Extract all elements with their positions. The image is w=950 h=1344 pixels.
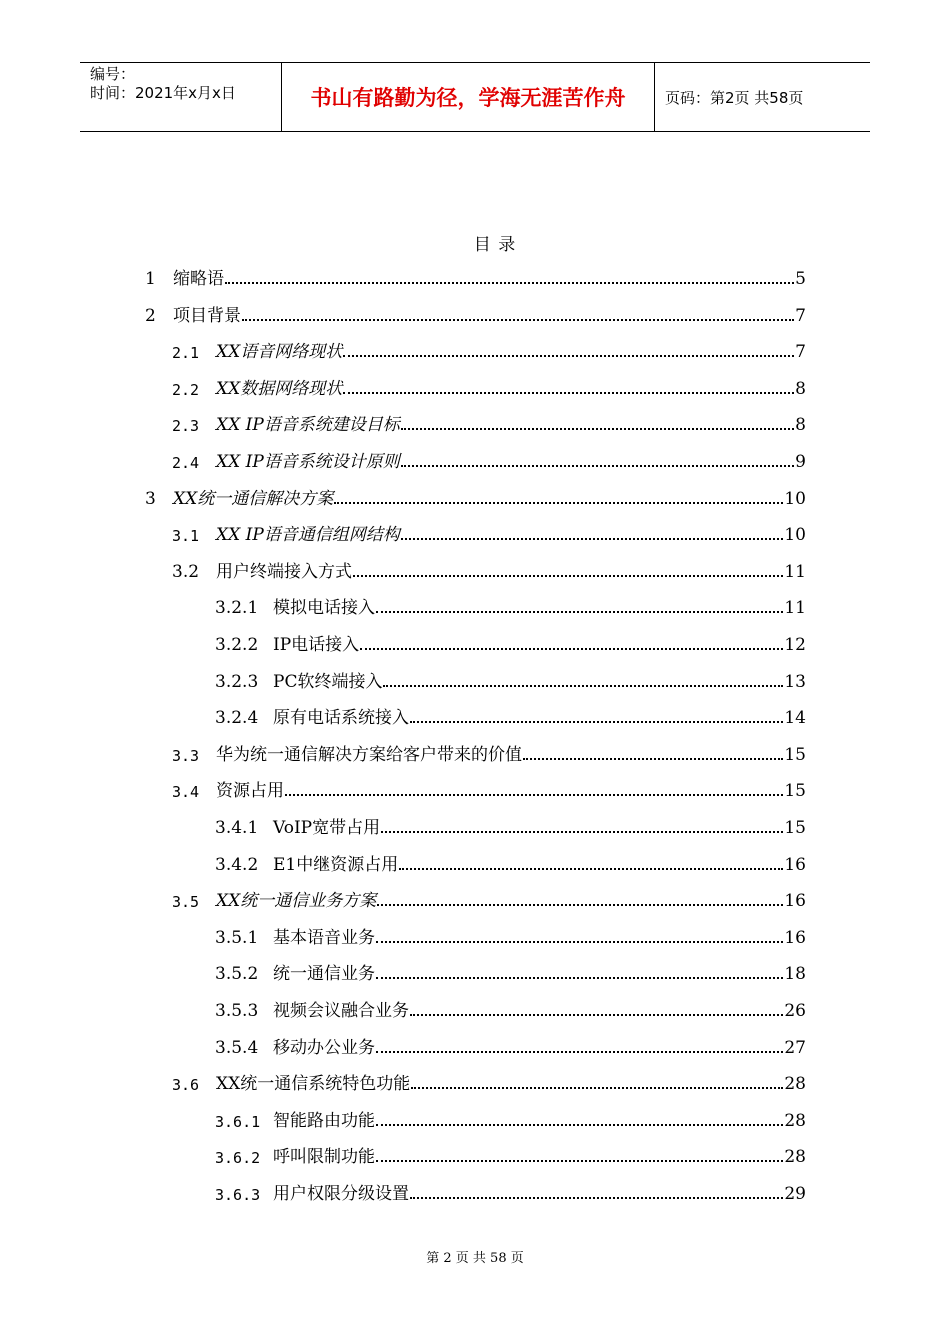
toc-entry-title: 视频会议融合业务 — [273, 1001, 409, 1021]
toc-entry[interactable] — [215, 997, 806, 1021]
toc-entry-title: 移动办公业务 — [273, 1037, 375, 1058]
toc-entry-page: 18 — [784, 964, 806, 985]
time-label: 时间：2021年x月x日 — [90, 84, 236, 102]
toc-entry-number: 2.1 — [172, 344, 200, 363]
toc-entry-number: 3.1 — [172, 527, 200, 546]
toc-entry-number: 3.3 — [172, 746, 200, 765]
toc-entry-page: 10 — [784, 488, 806, 509]
toc-entry[interactable] — [215, 924, 806, 948]
toc-dot-leader — [376, 1124, 783, 1126]
toc-entry-title: 统一通信业务 — [273, 964, 375, 985]
toc-entry-page: 8 — [795, 378, 806, 399]
toc-entry-title: XX IP语音系统设计原则 — [216, 452, 400, 472]
toc-entry-title: 基本语音业务 — [273, 927, 375, 948]
toc-entry-title: 资源占用 — [216, 781, 284, 802]
toc-entry-page: 13 — [784, 671, 806, 692]
toc-entry-number: 3.2.4 — [215, 708, 259, 729]
toc-dot-leader — [225, 282, 794, 284]
toc-dot-leader — [401, 465, 794, 467]
toc-entry[interactable] — [215, 1107, 806, 1131]
toc-entry-number: 3.6.3 — [215, 1186, 261, 1204]
toc-entry[interactable] — [215, 704, 806, 728]
toc-entry-number: 3.6 — [172, 1076, 200, 1095]
toc-entry-number: 3.5.2 — [215, 964, 259, 985]
toc-dot-leader — [285, 794, 783, 796]
toc-entry-number: 2.4 — [172, 454, 200, 472]
toc-entry[interactable] — [215, 594, 806, 618]
toc-dot-leader — [381, 831, 783, 833]
toc-entry-number: 3.4.2 — [215, 854, 259, 875]
toc-dot-leader — [523, 758, 783, 760]
toc-dot-leader — [401, 428, 794, 430]
toc-entry-page: 9 — [795, 452, 806, 472]
toc-entry[interactable] — [215, 668, 806, 692]
toc-entry-title: 呼叫限制功能 — [273, 1147, 375, 1168]
toc-entry-title: 华为统一通信解决方案给客户带来的价值 — [216, 744, 522, 765]
toc-entry-title: 原有电话系统接入 — [273, 708, 409, 729]
toc-entry-title: E1中继资源占用 — [273, 854, 399, 875]
header-motto: 书山有路勤为径，学海无涯苦作舟 — [282, 63, 655, 131]
toc-entry-title: 项目背景 — [173, 305, 241, 326]
toc-entry-number: 3.4.1 — [215, 818, 259, 838]
toc-dot-leader — [343, 355, 794, 357]
toc-entry-number: 3 — [145, 488, 156, 509]
toc-entry-title: IP电话接入 — [273, 635, 360, 655]
code-label: 编号： — [90, 65, 136, 83]
toc-title: 目 录 — [473, 235, 517, 255]
toc-entry-number: 3.5 — [172, 893, 200, 912]
toc-entry-title: XX IP语音通信组网结构 — [216, 525, 400, 546]
toc-entry-number: 3.5.3 — [215, 1001, 259, 1021]
toc-entry-page: 27 — [784, 1037, 806, 1058]
toc-entry-number: 2.2 — [172, 380, 200, 399]
toc-entry-number: 2.3 — [172, 417, 200, 436]
toc-entry-page: 16 — [784, 854, 806, 875]
toc-entry[interactable] — [145, 485, 806, 509]
toc-dot-leader — [411, 1087, 783, 1089]
toc-entry-page: 15 — [784, 744, 806, 765]
toc-entry-page: 15 — [784, 818, 806, 838]
toc-entry-page: 11 — [784, 598, 806, 619]
toc-entry-page: 14 — [784, 708, 806, 729]
toc-entry[interactable] — [215, 631, 806, 655]
toc-entry[interactable] — [215, 960, 806, 984]
toc-entry[interactable] — [172, 887, 806, 911]
toc-entry[interactable] — [172, 448, 806, 472]
header-page-info: 页码：第2页 共58页 — [665, 88, 804, 107]
toc-entry[interactable] — [172, 338, 806, 362]
toc-entry-number: 1 — [145, 269, 156, 289]
toc-entry-title: 缩略语 — [173, 269, 224, 289]
toc-entry-page: 7 — [795, 305, 806, 326]
toc-entry-number: 3.2 — [172, 561, 200, 582]
page-header — [80, 62, 870, 132]
toc-entry-title: XX统一通信解决方案 — [173, 488, 334, 509]
toc-entry-page: 8 — [795, 415, 806, 436]
toc-entry[interactable] — [145, 302, 806, 326]
toc-entry-number: 3.4 — [172, 783, 200, 802]
toc-dot-leader — [399, 868, 783, 870]
toc-dot-leader — [410, 1197, 783, 1199]
toc-entry-title: XX数据网络现状 — [216, 378, 343, 399]
toc-entry-number: 3.6.2 — [215, 1149, 261, 1168]
toc-entry[interactable] — [215, 1180, 806, 1204]
toc-entry[interactable] — [172, 411, 806, 435]
toc-dot-leader — [410, 721, 783, 723]
toc-entry-page: 12 — [784, 635, 806, 655]
toc-entry-title: VoIP宽带占用 — [273, 818, 381, 838]
toc-entry[interactable] — [172, 1070, 806, 1094]
toc-entry-number: 3.5.1 — [215, 927, 259, 948]
toc-entry-title: 模拟电话接入 — [273, 598, 375, 619]
toc-entry-page: 28 — [784, 1110, 806, 1131]
toc-entry-page: 28 — [784, 1074, 806, 1095]
toc-entry-page: 15 — [784, 781, 806, 802]
toc-dot-leader — [334, 502, 783, 504]
toc-entry[interactable] — [172, 741, 806, 765]
toc-entry[interactable] — [215, 1143, 806, 1167]
toc-entry-number: 3.2.2 — [215, 635, 259, 655]
toc-entry-title: XX IP语音系统建设目标 — [216, 415, 400, 436]
toc-entry[interactable] — [172, 521, 806, 545]
toc-entry[interactable] — [215, 851, 806, 875]
page-footer: 第 2 页 共 58 页 — [426, 1251, 524, 1266]
toc-entry-page: 11 — [784, 561, 806, 582]
toc-dot-leader — [376, 977, 783, 979]
toc-dot-leader — [401, 538, 784, 540]
toc-dot-leader — [376, 611, 783, 613]
toc-entry-page: 5 — [795, 269, 806, 289]
toc-entry[interactable] — [172, 777, 806, 801]
toc-entry[interactable] — [215, 814, 806, 838]
toc-dot-leader — [377, 904, 783, 906]
toc-entry-number: 3.6.1 — [215, 1112, 261, 1131]
toc-entry-number: 3.2.3 — [215, 671, 259, 692]
toc-dot-leader — [242, 319, 794, 321]
toc-entry-page: 16 — [784, 927, 806, 948]
toc-dot-leader — [360, 648, 783, 650]
toc-entry-page: 29 — [784, 1184, 806, 1204]
toc-entry-page: 26 — [784, 1001, 806, 1021]
toc-entry[interactable] — [172, 375, 806, 399]
toc-entry-title: PC软终端接入 — [273, 671, 383, 692]
toc-dot-leader — [353, 575, 783, 577]
toc-entry-title: 智能路由功能 — [273, 1110, 375, 1131]
toc-entry[interactable] — [215, 1034, 806, 1058]
toc-entry-page: 16 — [784, 891, 806, 912]
toc-entry-number: 3.2.1 — [215, 598, 259, 619]
toc-entry-page: 10 — [784, 525, 806, 546]
toc-entry-page: 7 — [795, 342, 806, 363]
toc-entry[interactable] — [145, 265, 806, 289]
toc-dot-leader — [376, 1160, 783, 1162]
toc-dot-leader — [376, 1051, 783, 1053]
toc-entry-title: XX统一通信业务方案 — [216, 891, 377, 912]
toc-dot-leader — [383, 685, 783, 687]
toc-entry-page: 28 — [784, 1147, 806, 1168]
toc-entry[interactable] — [172, 558, 806, 582]
toc-entry-number: 2 — [145, 305, 156, 326]
toc-entry-title: XX语音网络现状 — [216, 342, 343, 363]
toc-entry-title: 用户终端接入方式 — [216, 561, 352, 582]
toc-entry-number: 3.5.4 — [215, 1037, 259, 1058]
toc-entry-title: XX统一通信系统特色功能 — [216, 1074, 411, 1095]
header-meta-cell — [80, 63, 282, 131]
toc-dot-leader — [410, 1014, 783, 1016]
toc-dot-leader — [376, 941, 783, 943]
toc-entry-title: 用户权限分级设置 — [273, 1184, 409, 1204]
toc-dot-leader — [343, 392, 794, 394]
